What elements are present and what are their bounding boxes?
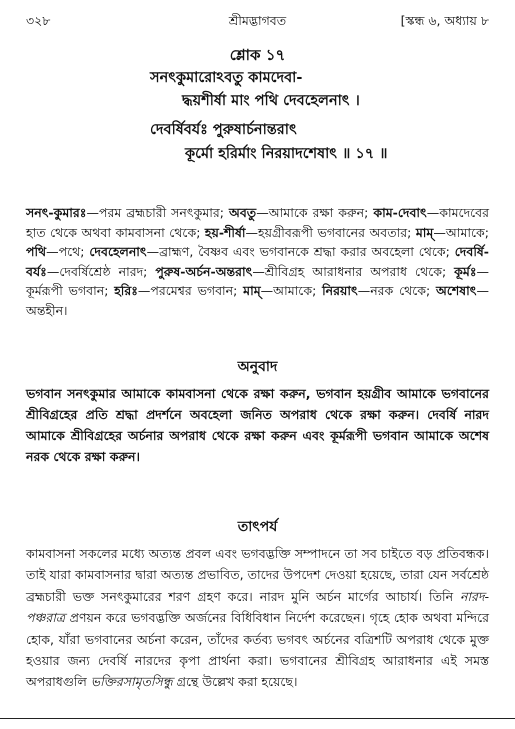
section-label: [স্কন্ধ ৬, অধ্যায় ৮	[400, 13, 489, 28]
synonym-meaning: নরক থেকে;	[370, 283, 437, 299]
synonym-meaning: আমাকে;	[445, 224, 489, 240]
verse-line: দ্ধয়শীর্ষা মাং পথি দেবহেলনাৎ ।	[182, 93, 360, 109]
synonym-word: হয়-শীর্ষা	[204, 224, 246, 240]
synonym-meaning: আমাকে;	[273, 283, 323, 299]
synonym-meaning: পরমেশ্বর ভগবান;	[150, 283, 244, 299]
synonym-meaning: কূর্মরূপী ভগবান;	[26, 283, 115, 299]
synonym-meaning: শ্রীবিগ্রহ আরাধনার অপরাধ থেকে;	[264, 263, 455, 279]
synonym-word: মাম্	[243, 283, 261, 299]
synonym-word: হরিঃ	[114, 283, 138, 299]
synonym-meaning: কামদেবের হাত থেকে অথবা কামবাসনা থেকে;	[26, 205, 489, 240]
synonyms-paragraph: সনৎ-কুমারঃ—পরম ব্রহ্মচারী সনৎকুমার; অবতু—আমাকে রক্ষা করুন; কাম-দেবাৎ—কামদেবের হাত থেকে অথবা কামবাসনা থেকে; হয়-শীর্ষা—হয়গ্রীবরূপী ভগবানের অবতার; মাম্—আমাকে; পথি—পথে; দেবহেলনাৎ—ব্রাহ্মণ, বৈষ্ণব এবং ভগবানকে শ্রদ্ধা করার অবহেলা থেকে; দেবর্ষি-বর্যঃ—দেবর্ষিশ্রেষ্ঠ নারদ; পুরুষ-অর্চন-অন্তরাৎ—শ্রীবিগ্রহ আরাধনার অপরাধ থেকে; কূর্মঃ—কূর্মরূপী ভগবান; হরিঃ—পরমেশ্বর ভগবান; মাম্—আমাকে; নিরয়াৎ—নরক থেকে; অশেষাৎ—অন্তহীন।	[26, 205, 489, 318]
synonym-word: পথি	[26, 244, 47, 260]
synonym-meaning: পথে;	[58, 244, 90, 260]
synonym-word: অবতু	[229, 205, 257, 220]
synonym-word: পুরুষ-অর্চন-অন্তরাৎ	[155, 263, 253, 279]
synonym-meaning: দেবর্ষিশ্রেষ্ঠ নারদ;	[59, 263, 156, 279]
synonym-word: মাম্	[415, 224, 434, 240]
verse-number: শ্লোক ১৭	[229, 46, 286, 64]
purport-text-part: কামবাসনা সকলের মধ্যে অত্যন্ত প্রবল এবং ভগবদ্ভক্তি সম্পাদনে তা সব চাইতে বড় প্রতিবন্ধক। তাই যারা কামবাসনার দ্বারা অত্যন্ত প্রভাবিত, তাদের উপদেশ দেওয়া হয়েছে, তারা যেন সর্বশ্রেষ্ঠ ব্রহ্মচারী ভক্ত সনৎকুমারের শরণ গ্রহণ করে। নারদ মুনি অর্চন মার্গের আচার্য। তিনি	[26, 546, 489, 604]
purport-text	[26, 543, 489, 693]
book-title: নারদ-পঞ্চরাত্র	[26, 588, 489, 626]
synonym-meaning: হয়গ্রীবরূপী ভগবানের অবতার;	[258, 224, 416, 240]
purport-text-part: গ্রন্থে উল্লেখ করা হয়েছে।	[172, 674, 298, 690]
synonym-word: কূর্মঃ	[454, 263, 477, 279]
verse-line: দেবর্ষিবর্যঃ পুরুষার্চনান্তরাৎ	[150, 122, 297, 138]
book-title: ভক্তিরসামৃতসিন্ধু	[90, 674, 173, 690]
translation-text: ভগবান সনৎকুমার আমাকে কামবাসনা থেকে রক্ষা করুন, ভগবান হয়গ্রীব আমাকে ভগবানের শ্রীবিগ্রহের প্রতি শ্রদ্ধা প্রদর্শনে অবহেলা জনিত অপরাধ থেকে রক্ষা করুন। দেবর্ষি নারদ আমাকে শ্রীবিগ্রহের অর্চনার অপরাধ থেকে রক্ষা করুন এবং কূর্মরূপী ভগবান আমাকে অশেষ নরক থেকে রক্ষা করুন।	[26, 386, 489, 464]
synonym-word: দেবহেলনাৎ	[89, 244, 147, 260]
synonym-word: দেবর্ষি-বর্যঃ	[26, 244, 489, 279]
bottom-rule	[0, 718, 515, 719]
synonym-meaning: অন্তহীন।	[26, 302, 68, 318]
synonym-word: সনৎ-কুমারঃ	[26, 205, 87, 220]
verse-line: সনৎকুমারোঽবতু কামদেবা-	[150, 70, 303, 86]
running-title: শ্রীমদ্ভাগবত	[228, 13, 287, 28]
synonym-meaning: পরম ব্রহ্মচারী সনৎকুমার;	[98, 205, 230, 220]
synonym-meaning: ব্রাহ্মণ, বৈষ্ণব এবং ভগবানকে শ্রদ্ধা করার অবহেলা থেকে;	[159, 244, 455, 260]
purport-text-part: প্রণয়ন করে ভগবদ্ভক্তি অর্জনের বিধিবিধান নির্দেশ করেছেন। গৃহে হোক অথবা মন্দিরে হোক, যাঁরা ভগবানের অর্চনা করেন, তাঁদের কর্তব্য ভগবৎ অর্চনের বত্রিশটি অপরাধ থেকে মুক্ত হওয়ার জন্য দেবর্ষি নারদের কৃপা প্রার্থনা করা। ভগবানের শ্রীবিগ্রহ আরাধনার এই সমস্ত অপরাধগুলি	[26, 610, 489, 690]
synonym-meaning: আমাকে রক্ষা করুন;	[268, 205, 374, 220]
verse-line: কূর্মো হরির্মাং নিরয়াদশেষাৎ ॥ ১৭ ॥	[185, 146, 388, 162]
page-number: ৩২৮	[26, 13, 51, 28]
synonym-word: অশেষাৎ	[436, 283, 477, 299]
translation-heading: অনুবাদ	[237, 359, 278, 375]
synonym-word: কাম-দেবাৎ	[373, 205, 427, 220]
synonym-word: নিরয়াৎ	[322, 283, 358, 299]
purport-heading: তাৎপর্য	[237, 519, 278, 535]
